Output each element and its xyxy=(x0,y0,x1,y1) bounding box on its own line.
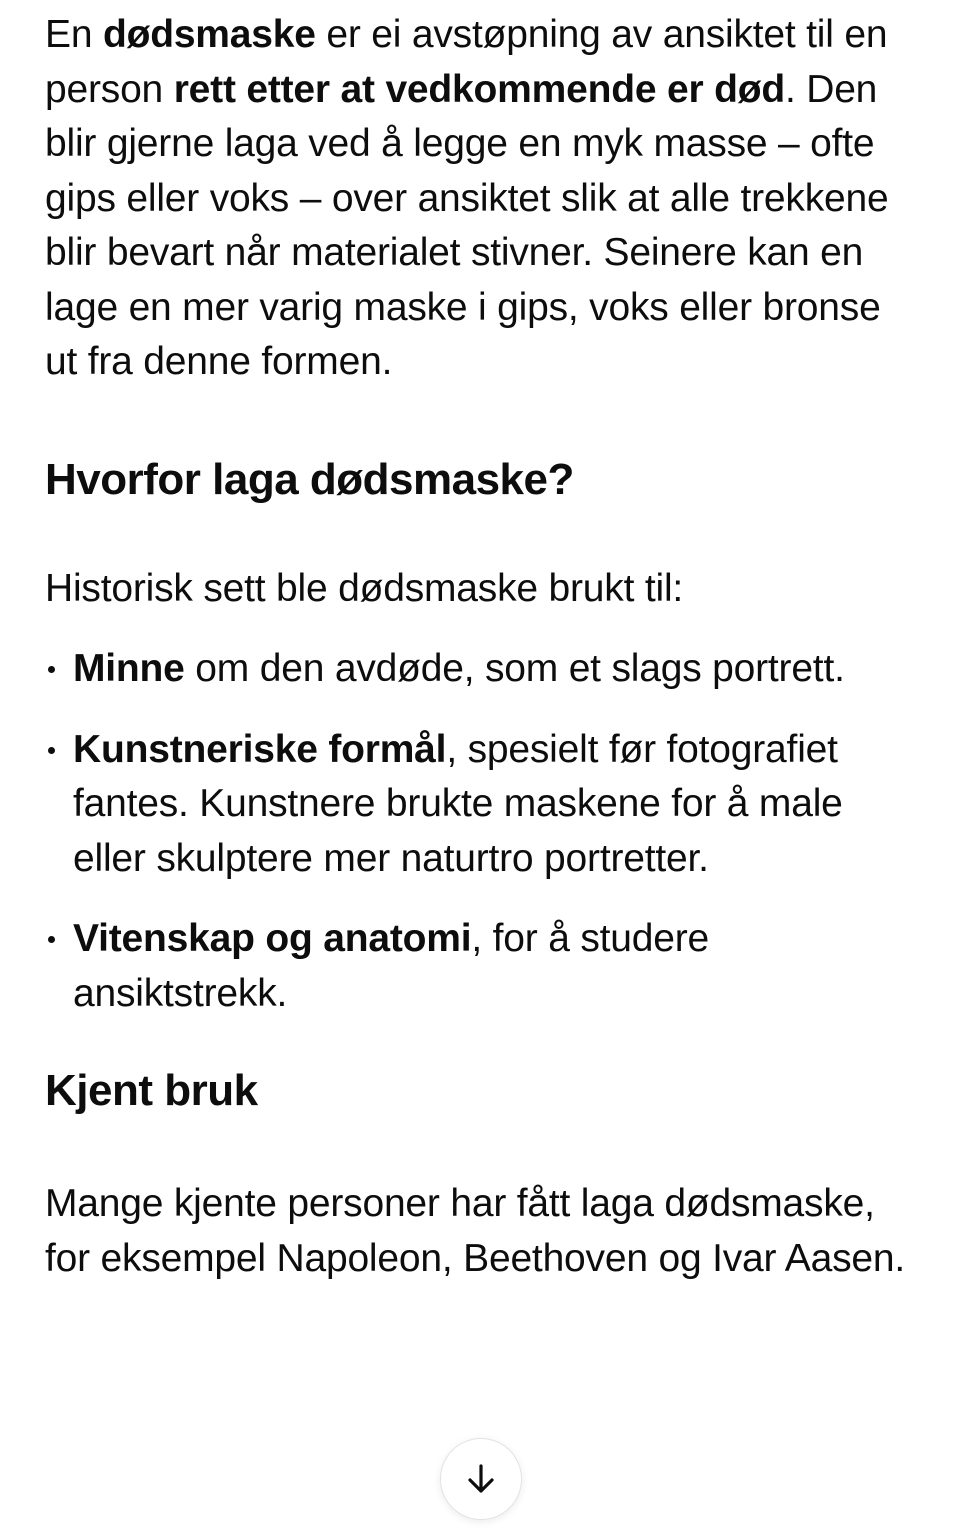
bullet-text: om den avdøde, som et slags portrett. xyxy=(184,647,845,690)
intro-paragraph xyxy=(45,8,915,390)
bullet-bold: Minne xyxy=(73,647,185,690)
intro-text-2: er ei avstøpning av ansiktet til en person xyxy=(45,13,888,111)
list-item xyxy=(45,723,915,887)
why-lead-paragraph: Historisk sett ble dødsmaske brukt til: xyxy=(45,566,684,610)
bullet-bold: Vitenskap og anatomi xyxy=(73,917,472,960)
known-use-paragraph: Mange kjente personer har fått laga dødsmaske, for eksempel Napoleon, Beethoven og Ivar Aasen. xyxy=(45,1182,905,1280)
list-item xyxy=(45,912,915,1021)
scroll-to-bottom-button[interactable] xyxy=(440,1438,522,1520)
arrow-down-icon xyxy=(464,1462,498,1496)
heading-why: Hvorfor laga dødsmaske? xyxy=(45,454,574,504)
why-bullet-list xyxy=(45,642,915,1021)
intro-bold-term: dødsmaske xyxy=(102,13,316,56)
bullet-dot xyxy=(48,666,55,673)
heading-known-use: Kjent bruk xyxy=(45,1066,258,1115)
message-content xyxy=(45,8,915,1286)
bullet-dot xyxy=(48,936,55,943)
bullet-text: , spesielt før fotografiet fantes. Kunstnere brukte maskene for å male eller skulptere mer naturtro portretter. xyxy=(73,727,843,880)
bullet-dot xyxy=(48,747,55,754)
intro-text-3: . Den blir gjerne laga ved å legge en myk masse – ofte gips eller voks – over ansiktet slik at alle trekkene blir bevart når materialet stivner. Seinere kan en lage en mer varig maske i gips, voks eller bronse ut fra denne formen. xyxy=(45,67,889,383)
bullet-bold: Kunstneriske formål xyxy=(73,727,447,771)
intro-bold-phrase: rett etter at vedkommende er død xyxy=(173,67,785,111)
intro-text-1: En xyxy=(45,13,103,56)
bullet-text: , for å studere ansiktstrekk. xyxy=(73,917,710,1015)
list-item xyxy=(45,642,915,697)
